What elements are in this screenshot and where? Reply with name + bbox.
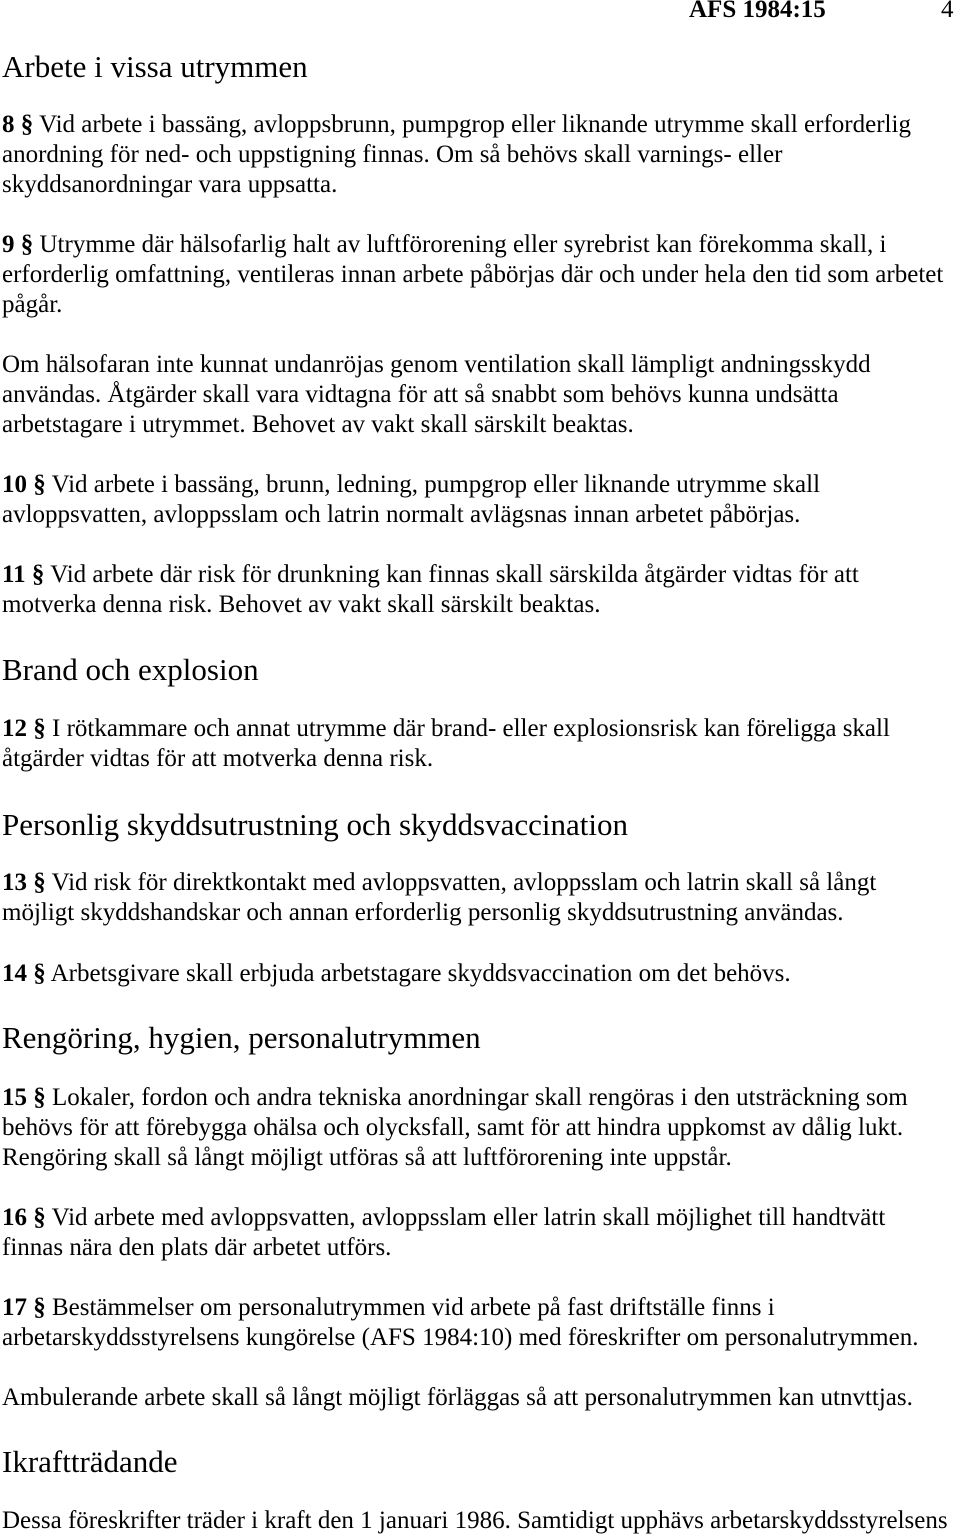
paragraph-number: 14: [2, 960, 27, 987]
paragraph-number: 8: [2, 111, 15, 138]
section-sign: §: [33, 471, 46, 498]
paragraph-text: Vid arbete i bassäng, brunn, ledning, pumpgrop eller liknande utrymme skall: [51, 471, 821, 498]
paragraph-line: behövs för att förebygga ohälsa och olycksfall, samt för att hindra uppkomst av dålig lukt.: [2, 1114, 904, 1141]
paragraph-15: [2, 1083, 908, 1173]
paragraph-10: [2, 470, 820, 530]
paragraph-11: [2, 560, 859, 620]
paragraph-12: [2, 714, 890, 774]
paragraph-number: 17: [2, 1294, 27, 1321]
paragraph-line: [2, 1293, 918, 1323]
section-sign: §: [33, 715, 46, 742]
paragraph-line: [2, 868, 876, 898]
section-heading: Ikraftträdande: [2, 1444, 178, 1479]
paragraph-line: arbetstagare i utrymmet. Behovet av vakt skall särskilt beaktas.: [2, 411, 634, 438]
paragraph-line: pågår.: [2, 291, 63, 318]
paragraph-17-continuation: [2, 1383, 913, 1413]
paragraph-line: [2, 230, 943, 260]
section-heading: Brand och explosion: [2, 652, 259, 687]
paragraph-line: motverka denna risk. Behovet av vakt skall särskilt beaktas.: [2, 591, 601, 618]
paragraph-line: arbetarskyddsstyrelsens kungörelse (AFS 1984:10) med föreskrifter om personalutrymmen.: [2, 1324, 919, 1351]
paragraph-text: Bestämmelser om personalutrymmen vid arbete på fast driftställe finns i: [52, 1294, 775, 1321]
page-number: 4: [941, 0, 954, 23]
paragraph-line: [2, 1083, 908, 1113]
paragraph-line: [2, 470, 820, 500]
paragraph-text: Arbetsgivare skall erbjuda arbetstagare skyddsvaccination om det behövs.: [50, 960, 791, 987]
section-sign: §: [33, 1204, 46, 1231]
paragraph-number: 16: [2, 1204, 27, 1231]
paragraph-text: Vid arbete med avloppsvatten, avloppsslam eller latrin skall möjlighet till handtvätt: [51, 1204, 886, 1231]
section-sign: §: [33, 1084, 46, 1111]
paragraph-text: I rötkammare och annat utrymme där brand- eller explosionsrisk kan föreligga skall: [52, 715, 890, 742]
paragraph-line: skyddsanordningar vara uppsatta.: [2, 171, 338, 198]
section-sign: §: [33, 960, 46, 987]
paragraph-number: 9: [2, 231, 15, 258]
paragraph-line: [2, 714, 890, 744]
paragraph-text: Lokaler, fordon och andra tekniska anordningar skall rengöras i den utsträckning som: [52, 1084, 908, 1111]
paragraph-9-continuation: [2, 350, 871, 440]
paragraph-line: [2, 560, 859, 590]
paragraph-number: 12: [2, 715, 27, 742]
paragraph-line: användas. Åtgärder skall vara vidtagna för att så snabbt som behövs kunna undsätta: [2, 381, 839, 408]
paragraph-13: [2, 868, 876, 928]
paragraph-17: [2, 1293, 918, 1353]
paragraph-line: erforderlig omfattning, ventileras innan arbete påbörjas där och under hela den tid som arbetet: [2, 261, 944, 288]
paragraph-9: [2, 230, 943, 320]
paragraph-number: 15: [2, 1084, 27, 1111]
paragraph-line: åtgärder vidtas för att motverka denna risk.: [2, 745, 434, 772]
section-sign: §: [20, 231, 34, 258]
paragraph-line: [2, 959, 791, 989]
paragraph-effective-date: [2, 1506, 948, 1536]
paragraph-line: Om hälsofaran inte kunnat undanröjas genom ventilation skall lämpligt andningsskydd: [2, 351, 871, 378]
section-heading: Rengöring, hygien, personalutrymmen: [2, 1020, 481, 1055]
paragraph-text: Vid arbete där risk för drunkning kan finnas skall särskilda åtgärder vidtas för att: [50, 561, 859, 588]
paragraph-line: [2, 110, 911, 140]
paragraph-line: Rengöring skall så långt möjligt utföras så att luftförorening inte uppstår.: [2, 1144, 732, 1171]
paragraph-line: finnas nära den plats där arbetet utförs.: [2, 1234, 392, 1261]
paragraph-line: avloppsvatten, avloppsslam och latrin normalt avlägsnas innan arbetet påbörjas.: [2, 501, 801, 528]
document-id: AFS 1984:15: [689, 0, 826, 23]
paragraph-number: 13: [2, 869, 27, 896]
section-sign: §: [20, 111, 34, 138]
section-heading: Personlig skyddsutrustning och skyddsvaccination: [2, 807, 628, 842]
paragraph-8: [2, 110, 911, 200]
paragraph-line: anordning för ned- och uppstigning finnas. Om så behövs skall varnings- eller: [2, 141, 783, 168]
paragraph-number: 11: [2, 561, 26, 588]
section-sign: §: [33, 869, 46, 896]
paragraph-line: Dessa föreskrifter träder i kraft den 1 januari 1986. Samtidigt upphävs arbetarskyddsstyrelsens: [2, 1507, 948, 1534]
paragraph-number: 10: [2, 471, 27, 498]
section-sign: §: [33, 1294, 46, 1321]
paragraph-text: Vid arbete i bassäng, avloppsbrunn, pumpgrop eller liknande utrymme skall erforderlig: [39, 111, 911, 138]
paragraph-line: möjligt skyddshandskar och annan erforderlig personlig skyddsutrustning användas.: [2, 899, 844, 926]
paragraph-text: Utrymme där hälsofarlig halt av luftförorening eller syrebrist kan förekomma skall, i: [39, 231, 887, 258]
paragraph-14: [2, 959, 791, 989]
paragraph-16: [2, 1203, 885, 1263]
paragraph-line: Ambulerande arbete skall så långt möjligt förläggas så att personalutrymmen kan utnvttjas.: [2, 1384, 913, 1411]
paragraph-line: [2, 1203, 885, 1233]
section-heading: Arbete i vissa utrymmen: [2, 49, 308, 84]
paragraph-text: Vid risk för direktkontakt med avloppsvatten, avloppsslam och latrin skall så långt: [51, 869, 877, 896]
section-sign: §: [31, 561, 45, 588]
